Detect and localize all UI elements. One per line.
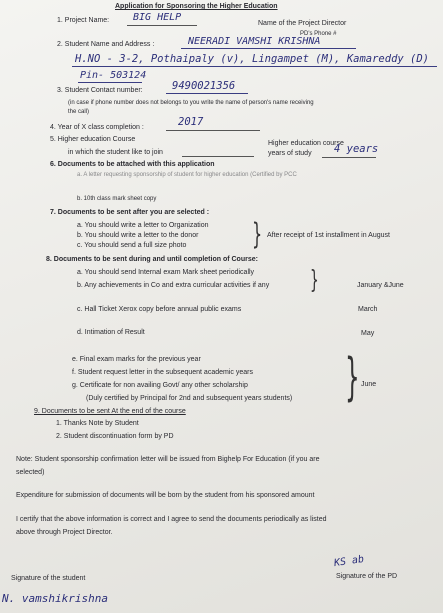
address-underline-2 [78,82,142,83]
year-value: 2017 [178,116,204,128]
contact-line [166,93,248,94]
student-signature-label: Signature of the student [11,575,86,582]
docs-attached-heading: 6. Documents to be attached with this application [50,161,215,168]
contact-note-2: the call) [68,109,90,115]
pd-phone-label: PD's Phone # [300,31,337,37]
docs-selected-heading: 7. Documents to be sent after you are selected : [50,209,210,216]
course-label-1: 5. Higher education Course [50,136,136,143]
student-name-line [181,48,356,49]
docs-attached-item-b: b. 10th class mark sheet copy [77,196,157,202]
docs-selected-note: After receipt of 1st installment in August [267,232,390,239]
docs-during-ab-when: January &June [357,282,404,289]
docs-end-item-2: 2. Student discontinuation form by PD [56,433,174,440]
docs-during-c-when: March [358,306,378,313]
pd-signature: KS ab [333,553,365,570]
course-years-value: 4 years [334,143,379,155]
brace-section-8ab: } [310,265,319,294]
project-name-label: 1. Project Name: [57,17,110,24]
docs-during-item-b: b. Any achievements in Co and extra curricular activities if any [77,282,270,289]
contact-note-1: (in case if phone number does not belongs to you write the name of person's name receiving [68,100,314,106]
address-line-1: H.NO - 3-2, Pothaipaly (v), Lingampet (M), Kamareddy (D) [75,53,430,65]
brace-section-8efg: } [345,348,360,407]
contact-label: 3. Student Contact number: [57,87,143,94]
docs-during-item-a: a. You should send Internal exam Mark sheet periodically [77,269,255,276]
course-label-2: in which the student like to join [68,149,163,156]
brace-section-7: } [252,217,263,251]
docs-selected-item-b: b. You should write a letter to the donor [77,232,199,239]
project-director-label: Name of the Project Director [258,20,347,27]
student-signature: N. vamshikrishna [2,592,108,605]
student-name-value: NEERADI VAMSHI KRISHNA [188,36,321,47]
address-underline-1 [72,66,437,67]
note-line-2: selected) [16,469,45,476]
docs-selected-item-a: a. You should write a letter to Organization [77,222,209,229]
docs-during-item-e: e. Final exam marks for the previous year [72,356,201,363]
docs-during-efg-when: June [361,381,377,388]
docs-end-heading: 9. Documents to be sent At the end of the course [34,408,186,415]
year-line [166,130,260,131]
note-line-1: Note: Student sponsorship confirmation letter will be issued from Bighelp For Education (if you are [16,456,320,463]
pd-signature-label: Signature of the PD [336,573,398,580]
docs-during-item-g: g. Certificate for non availing Govt/ any other scholarship [72,382,248,389]
course-years-label-1: Higher education course [268,140,344,147]
certify-line-1: I certify that the above information is correct and I agree to send the documents periodically as listed [16,516,327,523]
form-title: Application for Sponsoring the Higher Education [115,3,278,10]
docs-during-item-g-note: (Duly certified by Principal for 2nd and subsequent years students) [86,395,293,402]
course-years-line [322,157,376,158]
docs-attached-item-a: a. A letter requesting sponsorship of student for higher education (Certified by PCC [77,172,297,178]
year-label: 4. Year of X class completion : [50,124,144,131]
docs-during-item-f: f. Student request letter in the subsequent academic years [72,369,253,376]
address-line-2: Pin- 503124 [80,70,147,81]
docs-selected-item-c: c. You should send a full size photo [77,242,187,249]
course-line [182,156,254,157]
docs-end-item-1: 1. Thanks Note by Student [56,420,139,427]
docs-during-heading: 8. Documents to be sent during and until completion of Course: [46,256,258,263]
contact-value: 9490021356 [172,80,236,92]
course-years-label-2: years of study [268,150,312,157]
docs-during-item-c: c. Hall Ticket Xerox copy before annual public exams [77,306,242,313]
student-label: 2. Student Name and Address : [57,41,155,48]
certify-line-2: above through Project Director. [16,529,113,536]
project-name-value: BIG HELP [133,12,182,23]
docs-during-item-d: d. Intimation of Result [77,329,145,336]
expenditure-note: Expenditure for submission of documents will be born by the student from his sponsored amount [16,492,315,499]
docs-during-d-when: May [361,330,375,337]
project-name-line [127,25,197,26]
